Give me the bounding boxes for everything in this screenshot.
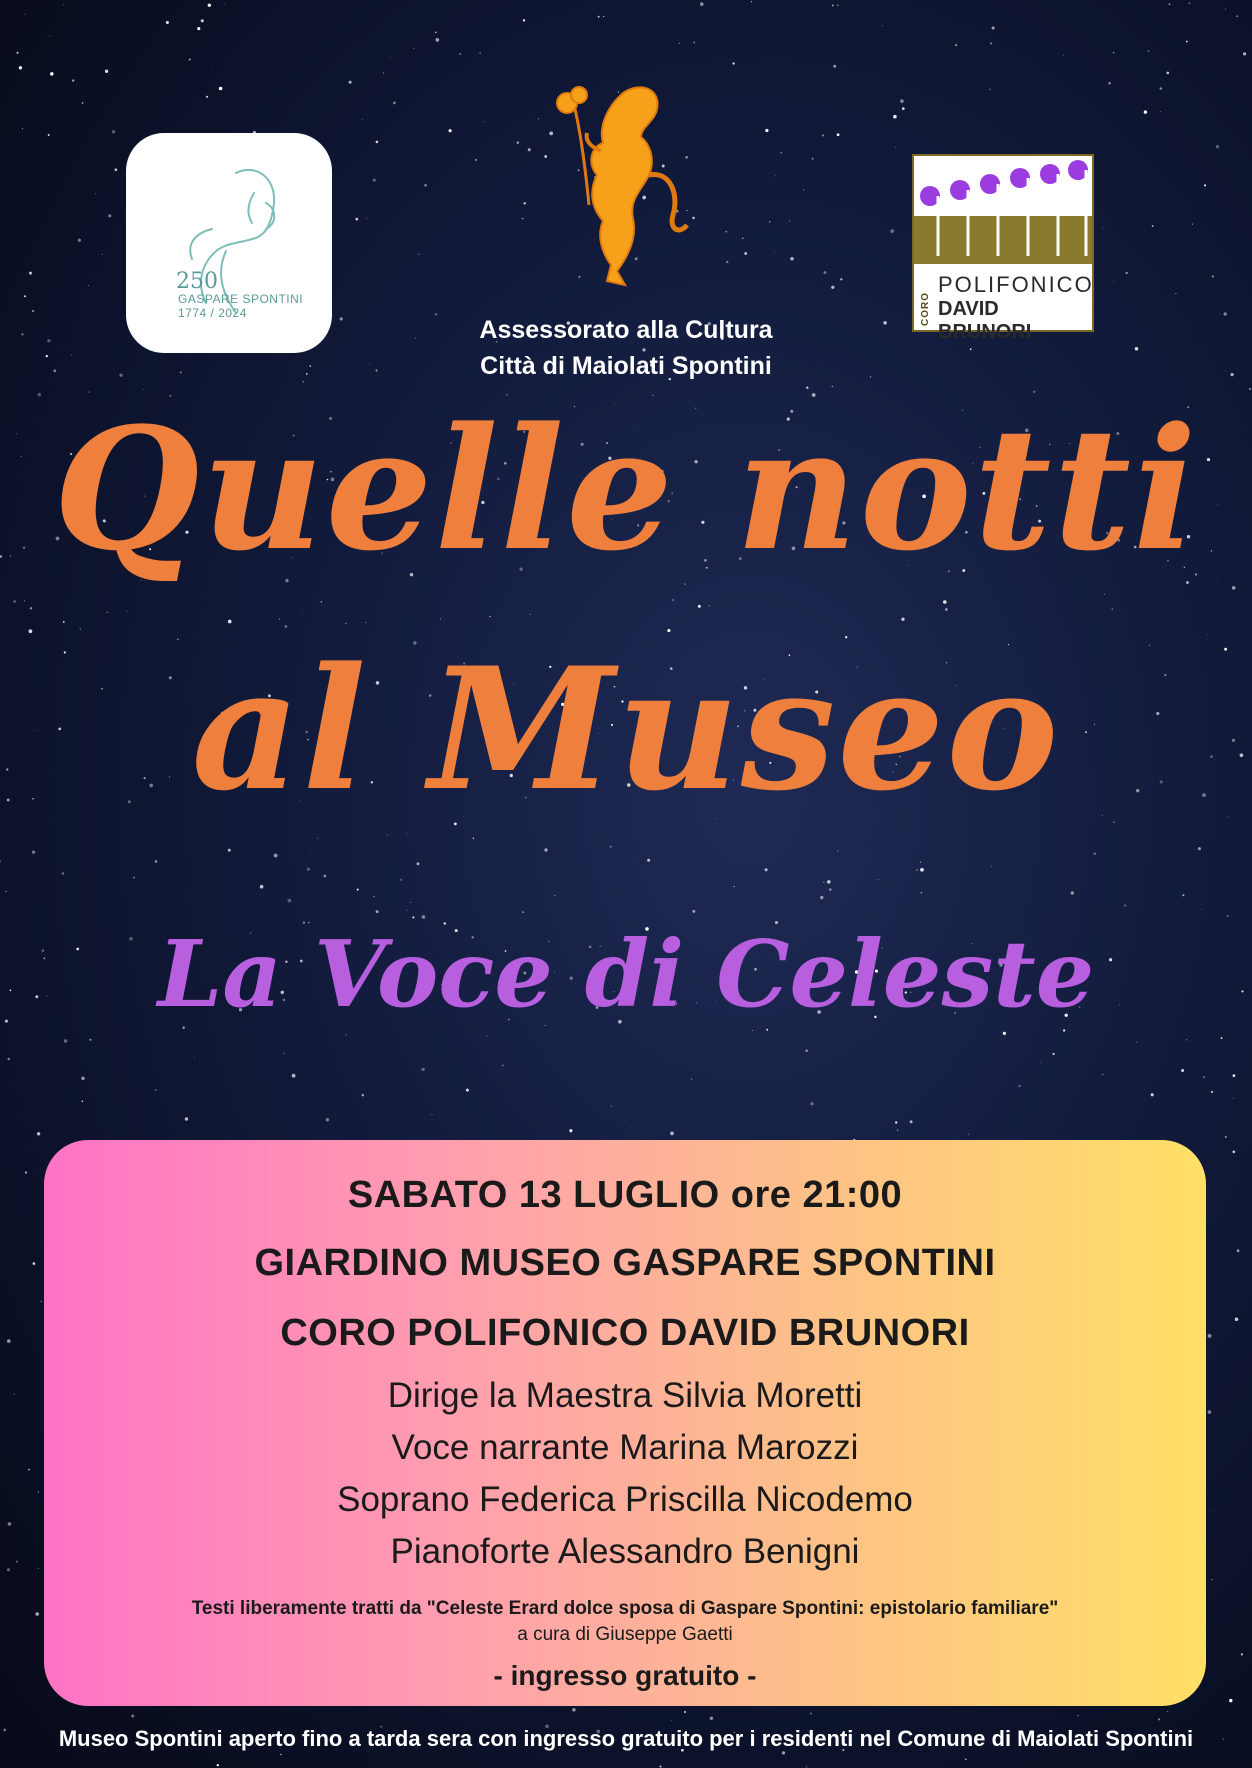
event-date: SABATO 13 LUGLIO ore 21:00 <box>347 1174 903 1216</box>
title-line2: al Museo <box>191 630 1061 828</box>
portrait-line-art-icon <box>126 133 332 353</box>
coro-line2: DAVID BRUNORI <box>938 298 1032 343</box>
anniversary-years: 1774 / 2024 <box>178 306 247 320</box>
source-note: Testi liberamente tratti da "Celeste Erard dolce sposa di Gaspare Spontini: epistolario familiare" <box>191 1598 1059 1619</box>
event-venue: GIARDINO MUSEO GASPARE SPONTINI <box>254 1242 996 1284</box>
coro-prefix: CORO <box>920 292 931 326</box>
event-performer: CORO POLIFONICO DAVID BRUNORI <box>280 1312 970 1354</box>
anniversary-name: GASPARE SPONTINI <box>178 292 304 306</box>
music-notes-icon <box>914 156 1092 264</box>
coro-line1: POLIFONICO <box>938 272 1094 297</box>
spontini-250-logo <box>126 133 332 353</box>
credit-line: Voce narrante Marina Marozzi <box>391 1428 859 1467</box>
anniversary-number: 250 <box>176 269 218 294</box>
lion-crest-icon <box>545 75 705 305</box>
organizer-header <box>376 312 876 384</box>
credit-line: Soprano Federica Priscilla Nicodemo <box>337 1480 913 1519</box>
credit-line: Dirige la Maestra Silvia Moretti <box>387 1376 863 1415</box>
subtitle: La Voce di Celeste <box>157 920 1095 1028</box>
organizer-line1: Assessorato alla Cultura <box>479 316 773 344</box>
coro-polifonico-logo <box>912 154 1094 343</box>
credit-line: Pianoforte Alessandro Benigni <box>390 1532 860 1571</box>
title-line1: Quelle notti <box>53 390 1199 588</box>
source-curator: a cura di Giuseppe Gaetti <box>517 1624 733 1645</box>
admission-note: - ingresso gratuito - <box>493 1660 757 1691</box>
footer-note: Museo Spontini aperto fino a tarda sera con ingresso gratuito per i residenti nel Comune di Maiolati Spontini <box>58 1726 1194 1751</box>
event-info-panel <box>44 1140 1206 1706</box>
organizer-line2: Città di Maiolati Spontini <box>480 352 772 380</box>
